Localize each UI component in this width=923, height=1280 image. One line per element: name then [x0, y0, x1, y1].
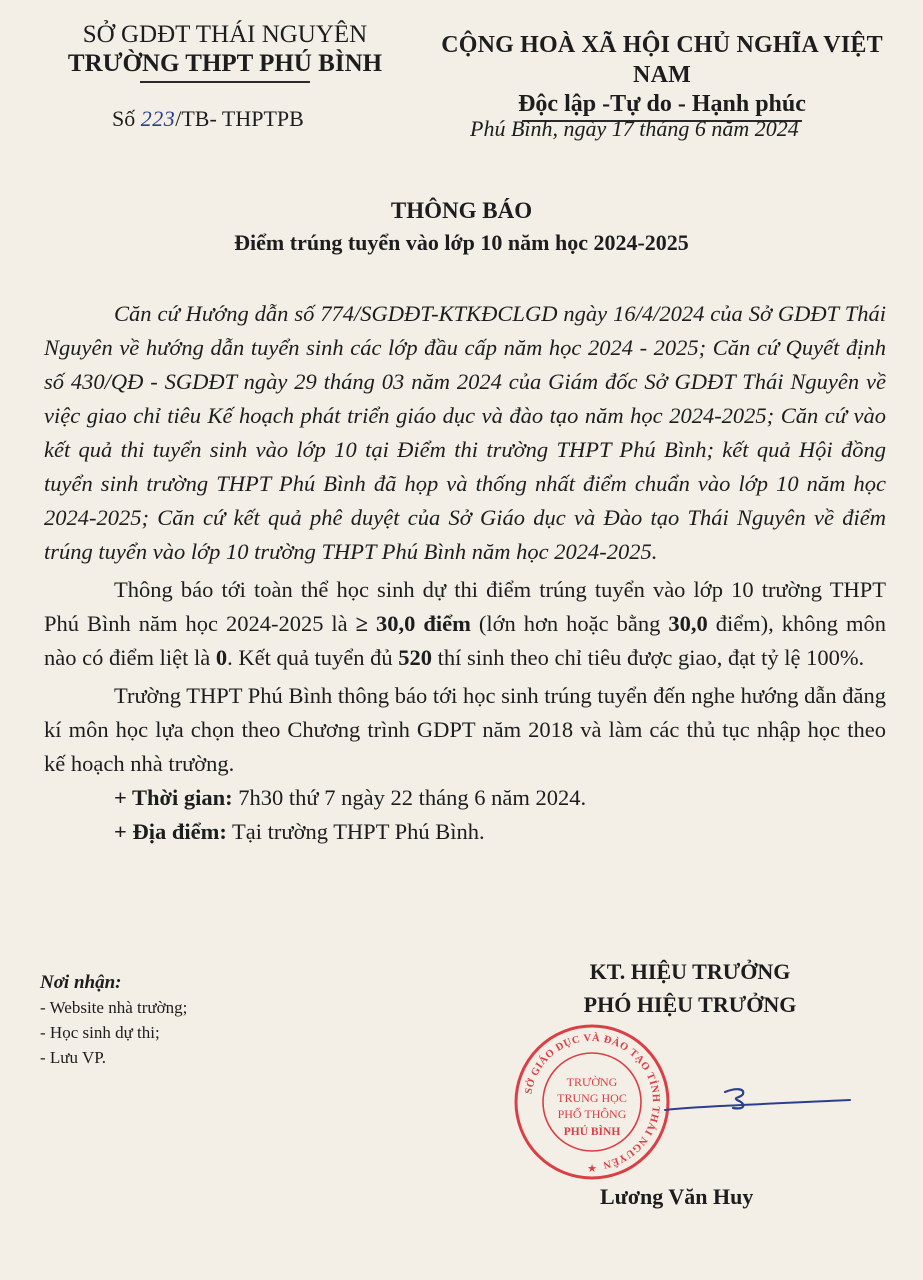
recipient-item: - Học sinh dự thi;	[40, 1023, 160, 1042]
school-underline	[140, 81, 310, 83]
svg-text:★: ★	[587, 1162, 597, 1175]
signer-authority: KT. HIỆU TRƯỞNG	[589, 959, 791, 984]
department-name: SỞ GDĐT THÁI NGUYÊN	[82, 21, 368, 48]
document-number-suffix: /TB- THPTPB	[175, 106, 304, 131]
national-header	[412, 30, 912, 122]
recipients-heading: Nơi nhận:	[40, 972, 122, 993]
schedule-place	[44, 815, 886, 849]
document-number-handwritten: 223	[140, 106, 176, 131]
preamble-paragraph: Căn cứ Hướng dẫn số 774/SGDĐT-KTKĐCLGD ngày 16/4/2024 của Sở GDĐT Thái Nguyên về hướng dẫn tuyển sinh các lớp đầu cấp năm học 2024 - 2025; Căn cứ Quyết định số 430/QĐ - SGDĐT ngày 29 tháng 03 năm 2024 của Giám đốc Sở GDĐT Thái Nguyên về việc giao chỉ tiêu Kế hoạch phát triển giáo dục và đào tạo năm học 2024-2025; Căn cứ vào kết quả thi tuyển sinh vào lớp 10 tại Điểm thi trường THPT Phú Bình; kết quả Hội đồng tuyển sinh trường THPT Phú Bình đã họp và thống nhất điểm chuẩn vào lớp 10 năm học 2024-2025; Căn cứ kết quả phê duyệt của Sở Giáo dục và Đào tạo Thái Nguyên về điểm trúng tuyển vào lớp 10 trường THPT Phú Bình năm học 2024-2025.	[44, 301, 886, 564]
announcement-text: thí sinh theo chỉ tiêu được giao, đạt tỷ lệ 100%.	[432, 645, 865, 670]
issuer-header	[40, 20, 410, 83]
document-number-prefix: Số	[112, 106, 141, 131]
nation-title: CỘNG HOÀ XÃ HỘI CHỦ NGHĨA VIỆT NAM	[441, 32, 883, 88]
svg-text:TRUNG HỌC: TRUNG HỌC	[557, 1091, 627, 1105]
document-title: THÔNG BÁO	[390, 198, 533, 223]
announcement-text: (lớn hơn hoặc bằng	[470, 611, 669, 636]
guidance-paragraph: Trường THPT Phú Bình thông báo tới học sinh trúng tuyển đến nghe hướng dẫn đăng kí môn học lựa chọn theo Chương trình GDPT năm 2018 và làm các thủ tục nhập học theo kế hoạch nhà trường.	[44, 683, 886, 776]
recipient-item: - Website nhà trường;	[40, 998, 188, 1017]
handwritten-signature-icon	[645, 1070, 860, 1120]
schedule-time-label: + Thời gian:	[114, 785, 233, 810]
schedule-place-value: Tại trường THPT Phú Bình.	[226, 819, 485, 844]
svg-text:PHỔ THÔNG: PHỔ THÔNG	[557, 1107, 627, 1121]
cutoff-score-repeat: 30,0	[668, 611, 708, 636]
document-date: Phú Bình, ngày 17 tháng 6 năm 2024	[470, 116, 799, 141]
document-body	[44, 297, 886, 849]
svg-text:TRƯỜNG: TRƯỜNG	[566, 1075, 618, 1089]
document-subtitle: Điểm trúng tuyển vào lớp 10 năm học 2024-2025	[234, 230, 689, 255]
signature-block	[540, 955, 840, 1021]
cutoff-score: ≥ 30,0 điểm	[355, 611, 471, 636]
svg-text:SỞ GIÁO DỤC VÀ ĐÀO TẠO TỈNH TH: SỞ GIÁO DỤC VÀ ĐÀO TẠO TỈNH THÁI NGUYÊN	[523, 1032, 662, 1171]
announcement-text: Thông báo tới toàn thể học sinh dự thi điểm trúng tuyển vào lớp 10 trường THPT Phú Bình năm học 2024-2025 là	[44, 577, 886, 636]
school-name: TRƯỜNG THPT PHÚ BÌNH	[67, 50, 383, 77]
schedule-time-value: 7h30 thứ 7 ngày 22 tháng 6 năm 2024.	[232, 785, 587, 810]
schedule-place-label: + Địa điểm:	[114, 819, 227, 844]
signer-title: PHÓ HIỆU TRƯỞNG	[583, 992, 797, 1017]
fail-score: 0	[215, 645, 228, 670]
recipient-item: - Lưu VP.	[40, 1048, 107, 1067]
admitted-count: 520	[398, 645, 433, 670]
announcement-text: . Kết quả tuyển đủ	[227, 645, 399, 670]
signer-name: Lương Văn Huy	[600, 1184, 754, 1209]
announcement-paragraph	[44, 573, 886, 675]
recipients-block	[40, 970, 370, 1070]
national-motto: Độc lập -Tự do - Hạnh phúc	[518, 91, 806, 117]
schedule-time	[44, 781, 886, 815]
announcement-text: điểm), không môn nào có điểm liệt là	[44, 611, 887, 670]
document-number	[112, 106, 304, 132]
svg-text:PHÚ BÌNH: PHÚ BÌNH	[563, 1126, 621, 1138]
